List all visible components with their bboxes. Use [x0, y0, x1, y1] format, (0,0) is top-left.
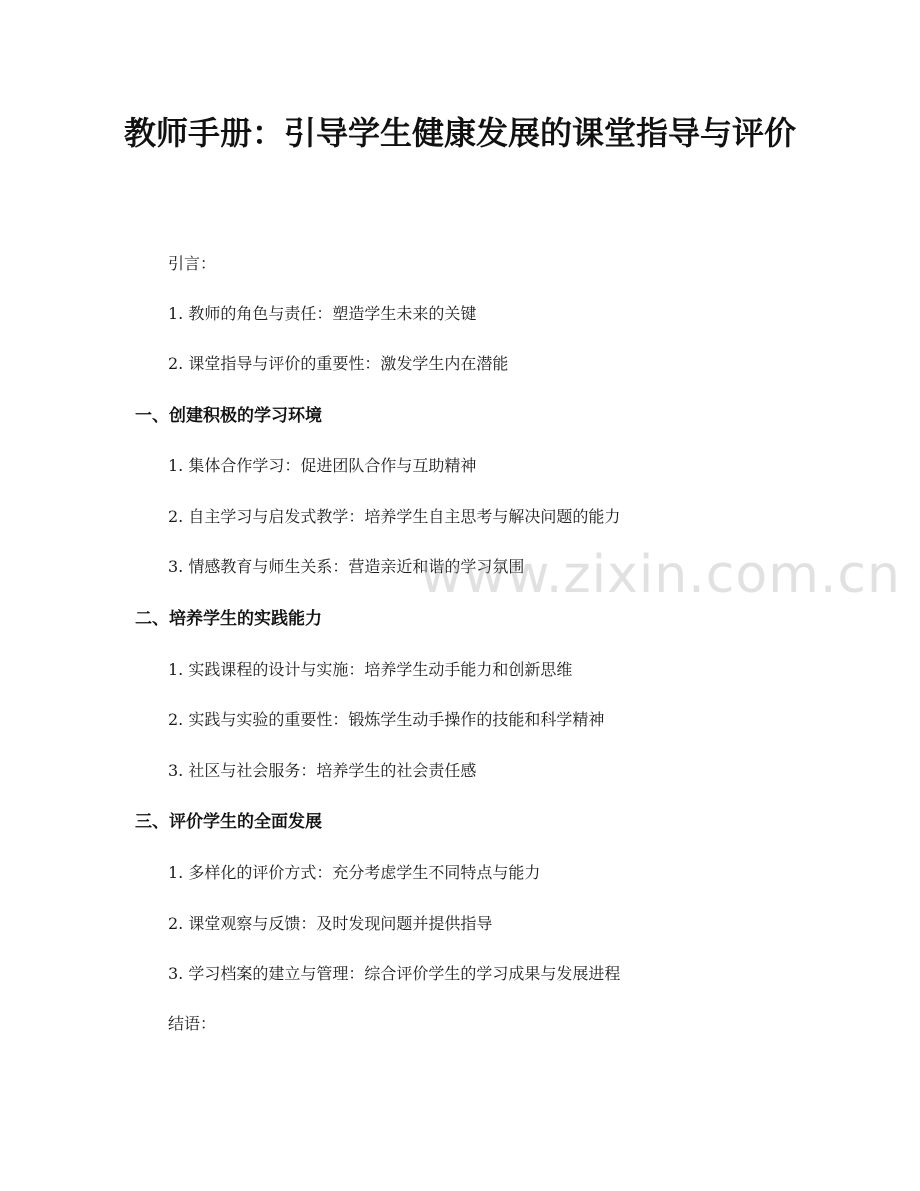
section-heading: 三、评价学生的全面发展 — [135, 812, 322, 832]
intro-label: 引言： — [168, 254, 217, 273]
watermark-text: www.zixin.com.cn — [420, 545, 901, 605]
section-item: 3. 学习档案的建立与管理：综合评价学生的学习成果与发展进程 — [168, 964, 621, 983]
section-item: 2. 自主学习与启发式教学：培养学生自主思考与解决问题的能力 — [168, 507, 621, 526]
section-item: 1. 集体合作学习：促进团队合作与互助精神 — [168, 456, 477, 475]
intro-item: 2. 课堂指导与评价的重要性：激发学生内在潜能 — [168, 354, 509, 373]
section-item: 2. 实践与实验的重要性：锻炼学生动手操作的技能和科学精神 — [168, 710, 605, 729]
section-heading: 二、培养学生的实践能力 — [135, 609, 322, 629]
intro-item: 1. 教师的角色与责任：塑造学生未来的关键 — [168, 304, 477, 323]
section-item: 1. 多样化的评价方式：充分考虑学生不同特点与能力 — [168, 863, 541, 882]
section-item: 3. 情感教育与师生关系：营造亲近和谐的学习氛围 — [168, 557, 525, 576]
conclusion-label: 结语： — [168, 1014, 217, 1033]
document-title: 教师手册：引导学生健康发展的课堂指导与评价 — [123, 114, 796, 152]
section-item: 3. 社区与社会服务：培养学生的社会责任感 — [168, 761, 477, 780]
section-item: 2. 课堂观察与反馈：及时发现问题并提供指导 — [168, 914, 493, 933]
section-item: 1. 实践课程的设计与实施：培养学生动手能力和创新思维 — [168, 660, 573, 679]
section-heading: 一、创建积极的学习环境 — [135, 406, 322, 426]
